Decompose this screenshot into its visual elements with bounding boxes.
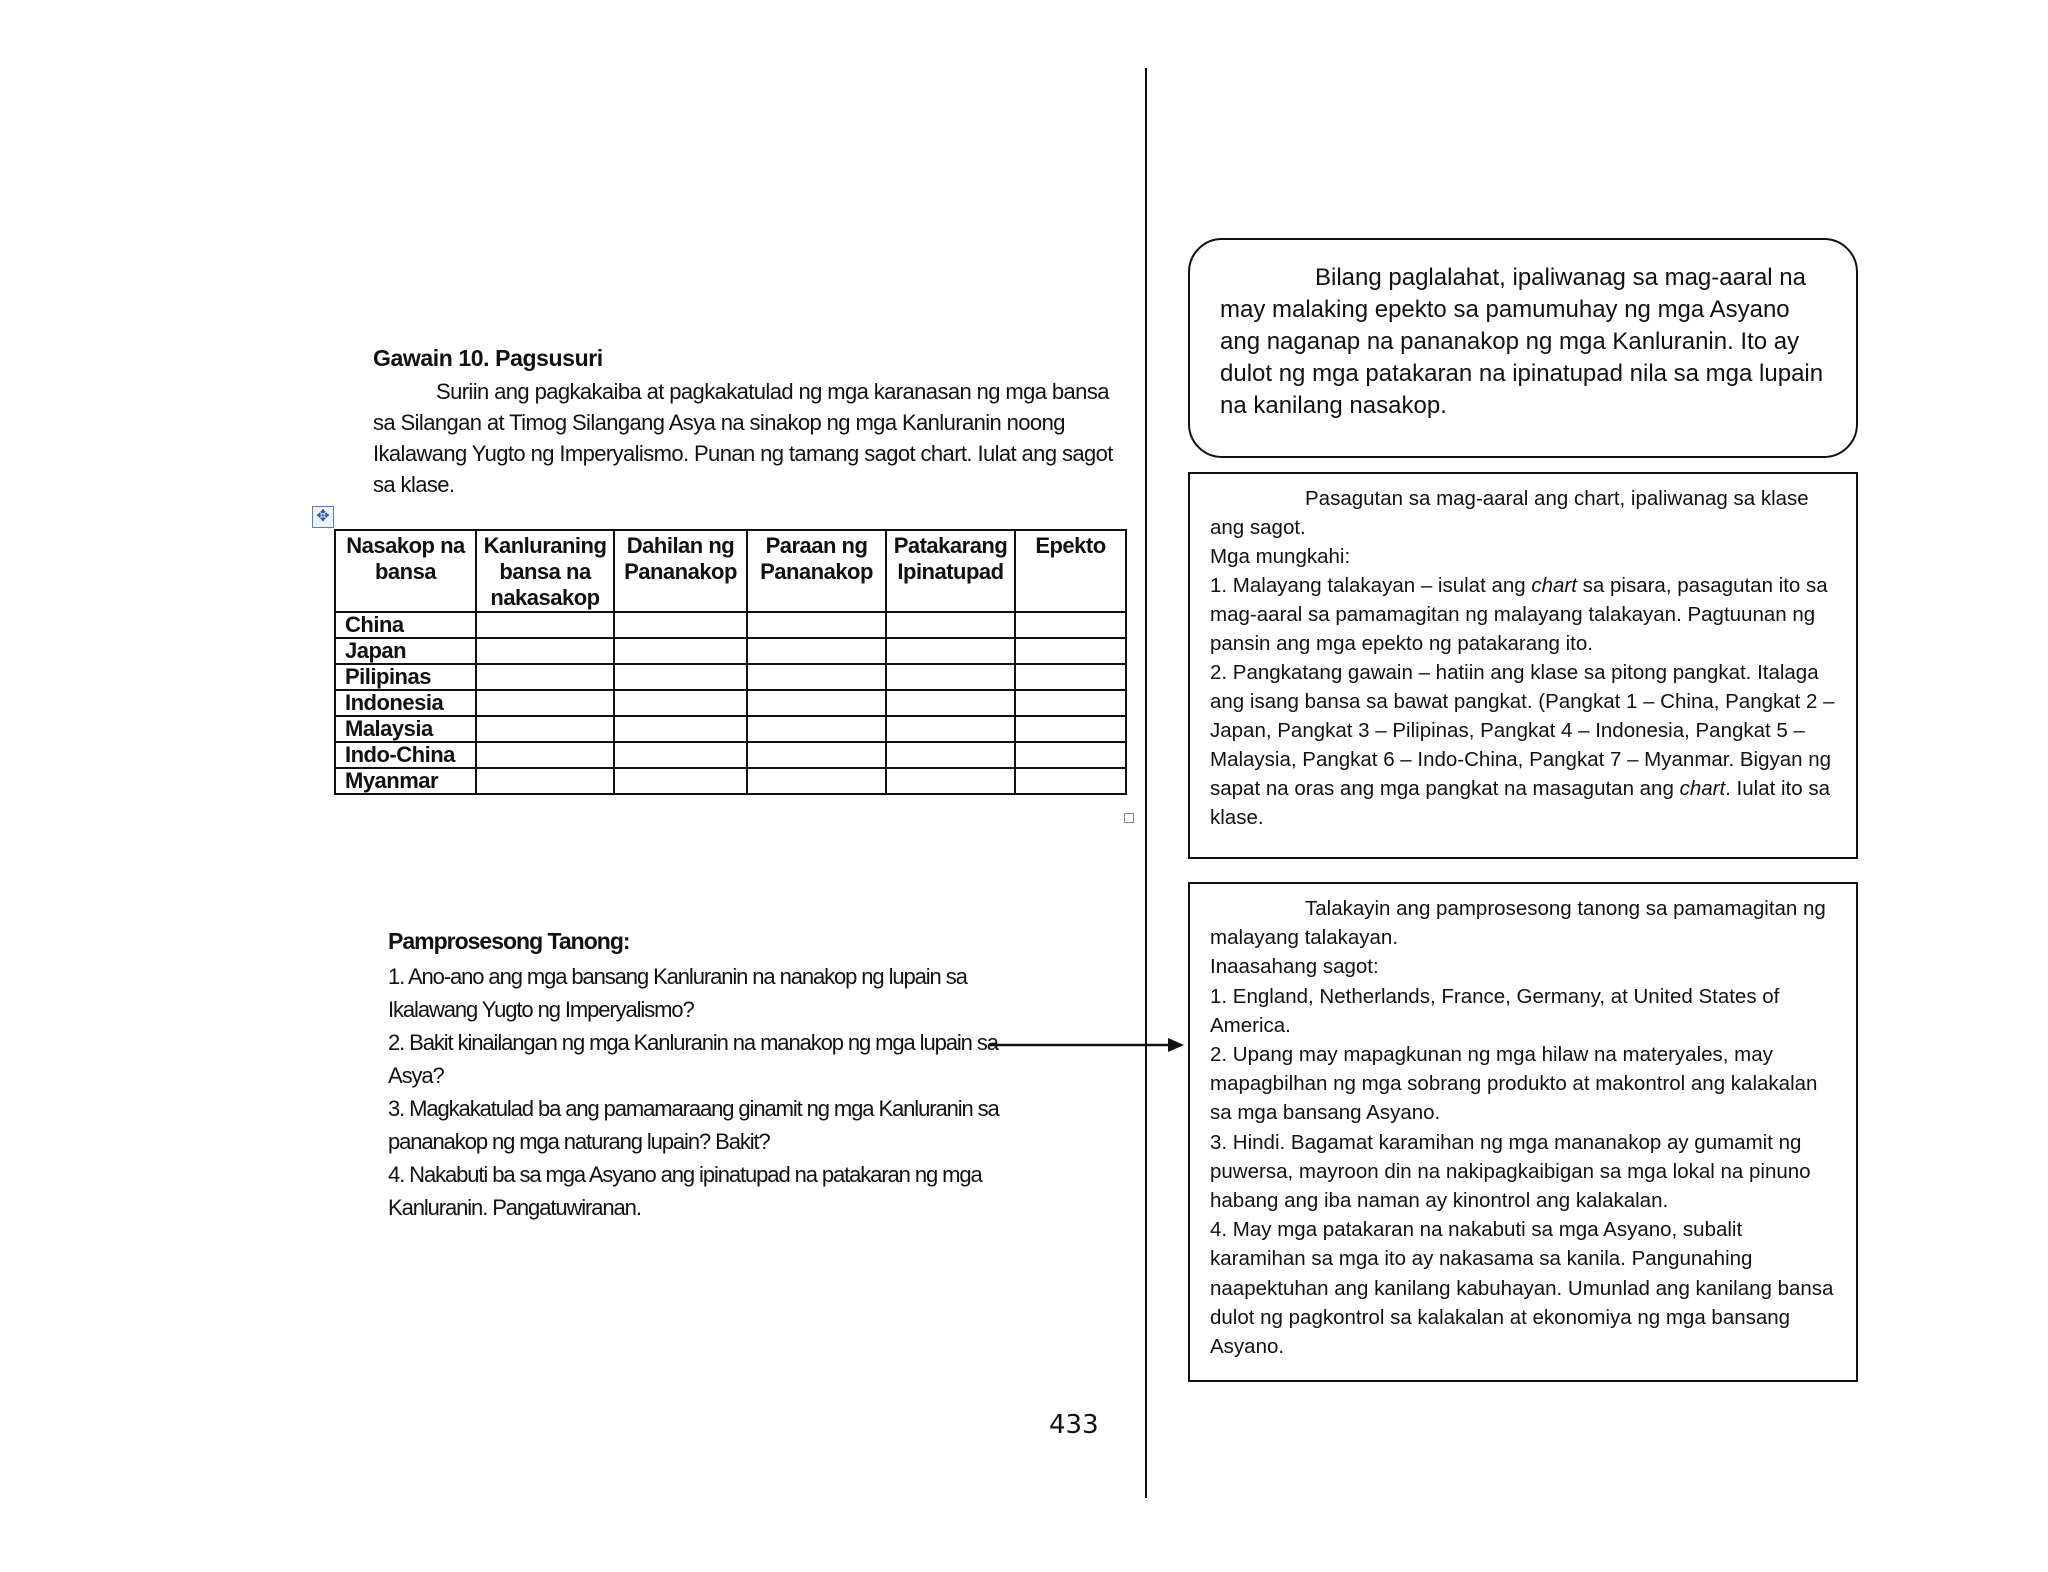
chart-guide-item [1210, 658, 1836, 832]
chart-guide-note [1188, 472, 1858, 859]
answer-cell[interactable] [747, 742, 886, 768]
chart-guide-intro: Pasagutan sa mag-aaral ang chart, ipaliwanag sa klase ang sagot. [1210, 487, 1809, 539]
answer-cell[interactable] [747, 612, 886, 638]
generalization-text: Bilang paglalahat, ipaliwanag sa mag-aaral na may malaking epekto sa pamumuhay ng mga Asyano ang naganap na pananakop ng mga Kanluranin. Ito ay dulot ng mga patakaran na ipinatupad nila sa mga lupain na kanilang nasakop. [1220, 264, 1824, 419]
answer-cell[interactable] [747, 768, 886, 794]
answer-item: 2. Upang may mapagkunan ng mga hilaw na materyales, may mapagbilhan ng mga sobrang produkto at makontrol ang kalakalan sa mga bansang Asyano. [1210, 1043, 1818, 1125]
chart-header-cell: Nasakop na bansa [335, 530, 476, 612]
answer-cell[interactable] [886, 690, 1015, 716]
table-row [335, 716, 1126, 742]
expected-answers-note [1188, 882, 1858, 1382]
chart-header-row [335, 530, 1126, 612]
answer-cell[interactable] [886, 612, 1015, 638]
processing-questions-title: Pamprosesong Tanong: [388, 928, 630, 954]
list-item: 3. Magkakatulad ba ang pamamaraang ginamit ng mga Kanluranin sa pananakop ng mga naturang lupain? Bakit? [388, 1096, 999, 1154]
answer-cell[interactable] [1015, 690, 1126, 716]
arrow-right-icon [990, 1035, 1190, 1055]
answer-cell[interactable] [886, 664, 1015, 690]
answer-cell[interactable] [614, 716, 747, 742]
answer-cell[interactable] [1015, 664, 1126, 690]
answer-item: 1. England, Netherlands, France, Germany, at United States of America. [1210, 984, 1780, 1037]
table-row [335, 742, 1126, 768]
chart-header-cell: Patakarang Ipinatupad [886, 530, 1015, 612]
country-cell: Pilipinas [335, 664, 476, 690]
country-cell: Japan [335, 638, 476, 664]
list-item: 1. Ano-ano ang mga bansang Kanluranin na nanakop ng lupain sa Ikalawang Yugto ng Imperyalismo? [388, 964, 967, 1022]
country-cell: China [335, 612, 476, 638]
answer-cell[interactable] [886, 742, 1015, 768]
table-row [335, 690, 1126, 716]
chart-header-cell: Epekto [1015, 530, 1126, 612]
processing-questions-list [388, 960, 1028, 1224]
answer-cell[interactable] [1015, 768, 1126, 794]
page-number: 433 [1049, 1410, 1099, 1440]
answer-cell[interactable] [476, 638, 614, 664]
answer-cell[interactable] [614, 638, 747, 664]
answer-cell[interactable] [747, 716, 886, 742]
country-cell: Malaysia [335, 716, 476, 742]
chart-header-cell: Kanluraning bansa na nakasakop [476, 530, 614, 612]
list-item: 2. Bakit kinailangan ng mga Kanluranin na manakop ng mga lupain sa Asya? [388, 1030, 998, 1088]
table-row [335, 612, 1126, 638]
country-cell: Myanmar [335, 768, 476, 794]
answer-cell[interactable] [1015, 742, 1126, 768]
chart-guide-item-text: . Iulat ito sa klase. [1210, 777, 1830, 829]
table-row [335, 664, 1126, 690]
country-cell: Indonesia [335, 690, 476, 716]
country-cell: Indo-China [335, 742, 476, 768]
answer-cell[interactable] [614, 768, 747, 794]
chart-guide-item-emphasis: chart [1679, 777, 1726, 800]
chart-guide-item [1210, 571, 1836, 658]
chart-header-cell: Dahilan ng Pananakop [614, 530, 747, 612]
answer-cell[interactable] [614, 742, 747, 768]
activity-instructions: Suriin ang pagkakaiba at pagkakatulad ng mga karanasan ng mga bansa sa Silangan at Timog Silangang Asya na sinakop ng mga Kanluranin noong Ikalawang Yugto ng Imperyalismo. Punan ng tamang sagot chart. Iulat ang sagot sa klase. [373, 379, 1113, 497]
answer-cell[interactable] [476, 690, 614, 716]
answer-cell[interactable] [614, 664, 747, 690]
answer-item: 3. Hindi. Bagamat karamihan ng mga mananakop ay gumamit ng puwersa, mayroon din na nakipagkaibigan sa mga lokal na pinuno habang ang iba naman ay kinontrol ang kalakalan. [1210, 1130, 1811, 1213]
answer-cell[interactable] [614, 690, 747, 716]
answer-cell[interactable] [747, 638, 886, 664]
activity-chart [334, 529, 1127, 795]
answer-item: 4. May mga patakaran na nakabuti sa mga Asyano, subalit karamihan sa mga ito ay nakasama sa kanila. Pangunahing naapektuhan ang kanilang kabuhayan. Umunlad ang kanilang bansa dulot ng pagkontrol sa kalakalan at ekonomiya ng mga bansang Asyano. [1210, 1218, 1834, 1359]
answer-cell[interactable] [886, 716, 1015, 742]
list-item: 4. Nakabuti ba sa mga Asyano ang ipinatupad na patakaran ng mga Kanluranin. Pangatuwiranan. [388, 1162, 982, 1220]
table-row [335, 638, 1126, 664]
answer-cell[interactable] [476, 742, 614, 768]
answers-intro: Talakayin ang pamprosesong tanong sa pamamagitan ng malayang talakayan. [1210, 897, 1826, 950]
chart-guide-item-text: 2. Pangkatang gawain – hatiin ang klase sa pitong pangkat. Italaga ang isang bansa sa bawat pangkat. (Pangkat 1 – China, Pangkat 2 – Japan, Pangkat 3 – Pilipinas, Pangkat 4 – Indonesia, Pangkat 5 – Malaysia, Pangkat 6 – Indo-China, Pangkat 7 – Myanmar. Bigyan ng sapat na oras ang mga pangkat na masagutan ang [1210, 661, 1835, 800]
answer-cell[interactable] [1015, 612, 1126, 638]
answer-cell[interactable] [886, 768, 1015, 794]
answers-heading: Inaasahang sagot: [1210, 955, 1379, 979]
generalization-note [1188, 238, 1858, 458]
column-divider [1145, 68, 1147, 1498]
answer-cell[interactable] [1015, 638, 1126, 664]
answer-cell[interactable] [476, 664, 614, 690]
chart-guide-item-emphasis: chart [1531, 574, 1577, 597]
answer-cell[interactable] [1015, 716, 1126, 742]
answer-cell[interactable] [476, 768, 614, 794]
chart-guide-item-text: 1. Malayang talakayan – isulat ang [1210, 574, 1532, 597]
chart-header-cell: Paraan ng Pananakop [747, 530, 886, 612]
table-resize-handle[interactable] [1124, 813, 1134, 823]
answer-cell[interactable] [476, 612, 614, 638]
answer-cell[interactable] [614, 612, 747, 638]
table-row [335, 768, 1126, 794]
answer-cell[interactable] [886, 638, 1015, 664]
chart-guide-item-text: sa pisara, pasagutan ito sa mag-aaral sa pamamagitan ng malayang talakayan. Pagtuunan ng pansin ang mga epekto ng patakarang ito. [1210, 574, 1828, 655]
table-move-handle-icon[interactable]: ✥ [312, 506, 334, 528]
chart-guide-heading: Mga mungkahi: [1210, 545, 1351, 568]
answer-cell[interactable] [476, 716, 614, 742]
answer-cell[interactable] [747, 664, 886, 690]
activity-title: Gawain 10. Pagsusuri [373, 345, 603, 371]
answer-cell[interactable] [747, 690, 886, 716]
